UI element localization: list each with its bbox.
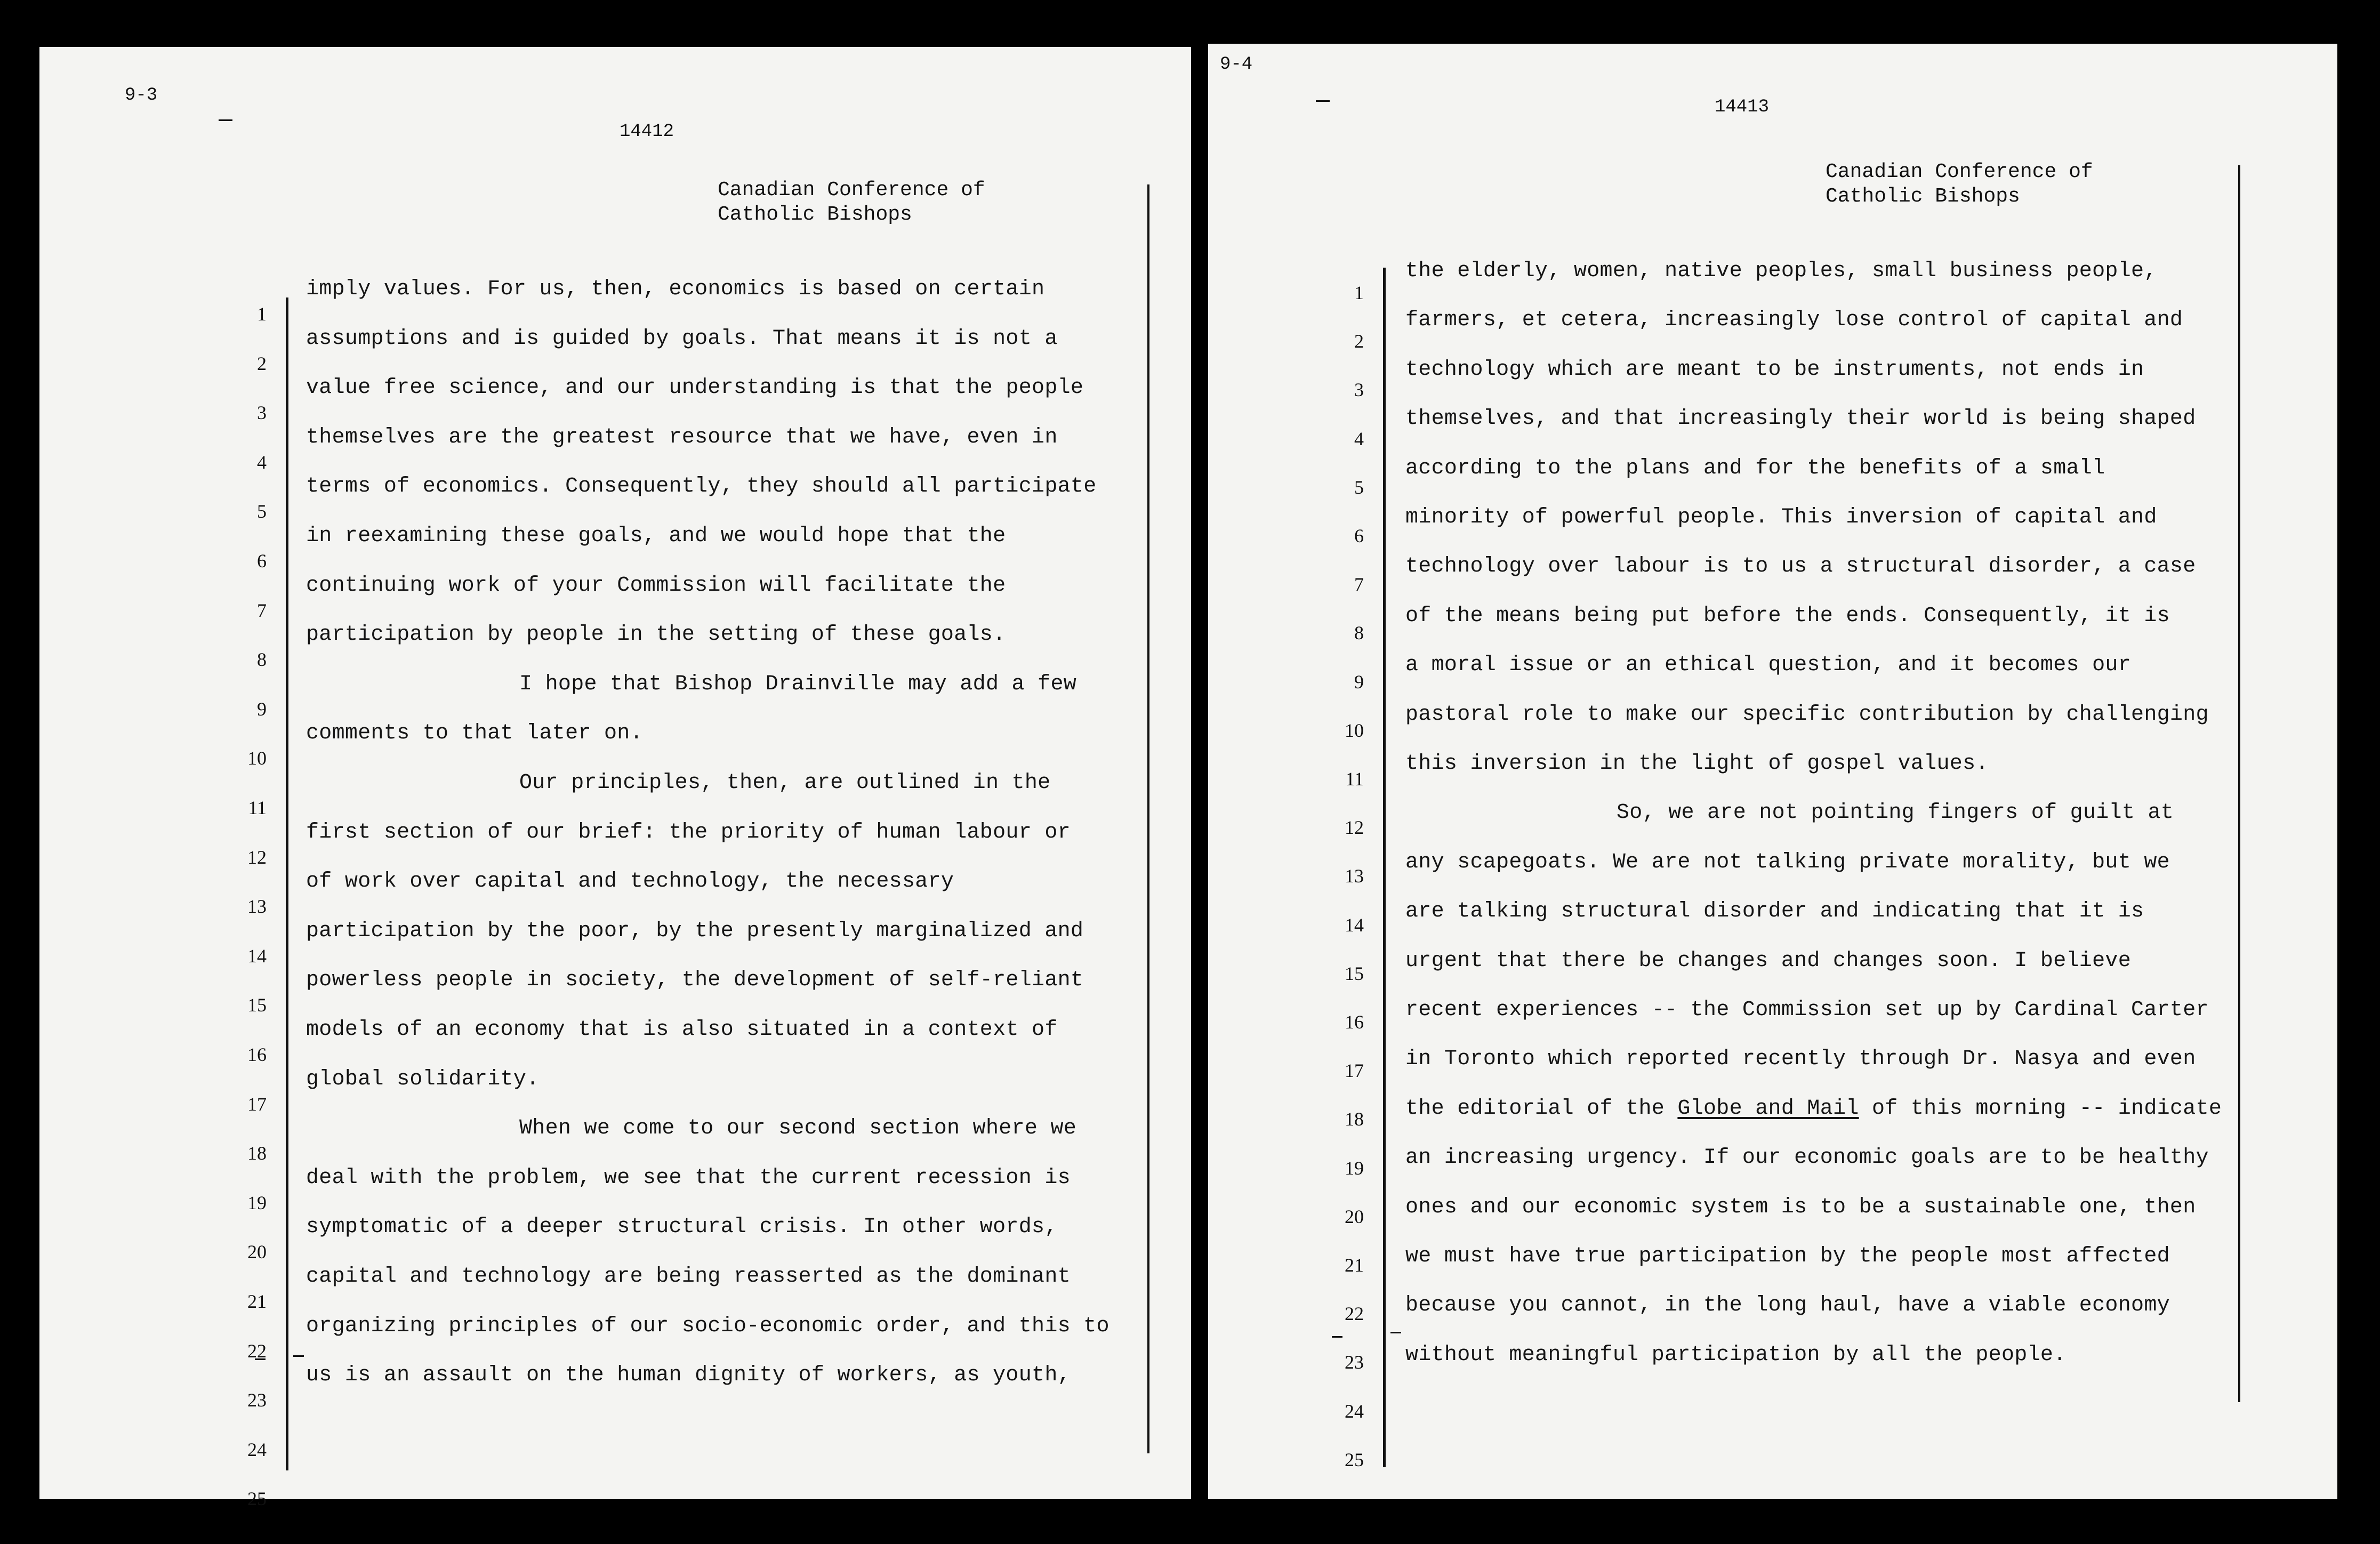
line-number: 22 xyxy=(1345,1303,1364,1325)
line-number: 5 xyxy=(1354,476,1364,498)
line-number: 3 xyxy=(257,402,267,424)
transcript-line: this inversion in the light of gospel values. xyxy=(1405,752,1989,776)
line-number: 19 xyxy=(247,1192,267,1213)
line-number: 4 xyxy=(1354,428,1364,449)
margin-rule-right xyxy=(1147,184,1149,1453)
transcript-line: pastoral role to make our specific contribution by challenging xyxy=(1405,702,2209,727)
line-number: 18 xyxy=(247,1143,267,1164)
transcript-line: themselves are the greatest resource that we have, even in xyxy=(306,425,1058,449)
line-number: 8 xyxy=(1354,622,1364,644)
transcript-line: themselves, and that increasingly their world is being shaped xyxy=(1405,407,2196,431)
line-number: 24 xyxy=(1345,1400,1364,1422)
line-number: 6 xyxy=(257,550,267,572)
transcript-line: farmers, et cetera, increasingly lose control of capital and xyxy=(1405,308,2183,333)
line-number: 17 xyxy=(247,1093,267,1115)
line-number: 23 xyxy=(247,1389,267,1411)
line-number: 15 xyxy=(1345,962,1364,984)
heading-line-1: Canadian Conference of xyxy=(718,179,985,202)
transcript-line: participation by the poor, by the presently marginalized and xyxy=(306,919,1084,943)
line-number: 24 xyxy=(247,1438,267,1460)
line-number: 21 xyxy=(1345,1254,1364,1276)
transcript-line: models of an economy that is also situated in a context of xyxy=(306,1018,1058,1042)
line-number: 12 xyxy=(1345,817,1364,839)
transcript-line: we must have true participation by the people most affected xyxy=(1405,1244,2170,1268)
right-page xyxy=(1208,44,2337,1499)
transcript-line: I hope that Bishop Drainville may add a few xyxy=(519,672,1077,696)
line-number: 23 xyxy=(1345,1352,1364,1373)
transcript-line: without meaningful participation by all the people. xyxy=(1405,1342,2067,1367)
line-number: 16 xyxy=(247,1044,267,1065)
line-number: 2 xyxy=(257,352,267,374)
transcript-line: are talking structural disorder and indicating that it is xyxy=(1405,899,2144,924)
line-number: 1 xyxy=(1354,282,1364,303)
transcript-line: first section of our brief: the priority of human labour or xyxy=(306,820,1071,845)
line-text: of this morning -- indicate xyxy=(1859,1096,2222,1121)
transcript-line xyxy=(1405,1097,2222,1121)
transcript-line: the elderly, women, native peoples, small business people, xyxy=(1405,259,2157,283)
transcript-line: Our principles, then, are outlined in the xyxy=(519,771,1051,795)
transcript-line: assumptions and is guided by goals. That means it is not a xyxy=(306,326,1058,351)
transcript-line: capital and technology are being reasserted as the dominant xyxy=(306,1265,1071,1289)
transcript-line: minority of powerful people. This inversion of capital and xyxy=(1405,505,2157,529)
line-number: 2 xyxy=(1354,331,1364,352)
line-number: 13 xyxy=(1345,865,1364,887)
line-number: 15 xyxy=(247,994,267,1016)
left-page xyxy=(39,47,1191,1510)
line-number: 11 xyxy=(1345,768,1364,790)
line-number: 19 xyxy=(1345,1157,1364,1179)
line-25-mark xyxy=(293,1355,304,1357)
transcript-line: terms of economics. Consequently, they should all participate xyxy=(306,475,1097,499)
transcript-line: organizing principles of our socio-economic order, and this to xyxy=(306,1314,1109,1338)
transcript-line: When we come to our second section where we xyxy=(519,1116,1077,1141)
line-number: 3 xyxy=(1354,379,1364,401)
line-number: 7 xyxy=(257,599,267,621)
transcript-line: technology which are meant to be instruments, not ends in xyxy=(1405,357,2144,382)
transcript-line: any scapegoats. We are not talking private morality, but we xyxy=(1405,850,2170,874)
margin-rule-left xyxy=(286,297,288,1470)
transcript-line: global solidarity. xyxy=(306,1067,540,1091)
line-number: 18 xyxy=(1345,1108,1364,1130)
transcript-line: symptomatic of a deeper structural crisis. In other words, xyxy=(306,1215,1058,1240)
transcript-line: because you cannot, in the long haul, have a viable economy xyxy=(1405,1293,2170,1318)
line-number: 11 xyxy=(248,797,267,818)
transcript-line: comments to that later on. xyxy=(306,721,643,746)
transcript-line: according to the plans and for the benefits of a small xyxy=(1405,456,2105,480)
line-number: 14 xyxy=(1345,914,1364,936)
transcript-line: urgent that there be changes and changes soon. I believe xyxy=(1405,948,2132,973)
heading-line-1: Canadian Conference of xyxy=(1826,160,2093,183)
transcript-line: recent experiences -- the Commission set up by Cardinal Carter xyxy=(1405,998,2209,1022)
line-25-lead xyxy=(1332,1336,1342,1338)
page-number: 14412 xyxy=(620,122,674,142)
margin-rule-left xyxy=(1383,268,1386,1467)
corner-mark xyxy=(1316,100,1330,102)
corner-mark xyxy=(219,119,232,121)
line-number: 9 xyxy=(1354,671,1364,693)
line-number: 14 xyxy=(247,945,267,967)
transcript-line: continuing work of your Commission will facilitate the xyxy=(306,573,1006,598)
line-number: 22 xyxy=(247,1340,267,1362)
line-number: 17 xyxy=(1345,1060,1364,1082)
transcript-line: in Toronto which reported recently through Dr. Nasya and even xyxy=(1405,1047,2196,1072)
transcript-line: of the means being put before the ends. Consequently, it is xyxy=(1405,604,2170,628)
line-number: 10 xyxy=(247,747,267,769)
line-number: 12 xyxy=(247,846,267,868)
line-number: 5 xyxy=(257,501,267,522)
transcript-line: imply values. For us, then, economics is based on certain xyxy=(306,277,1045,301)
transcript-line: powerless people in society, the development of self-reliant xyxy=(306,968,1084,993)
heading-line-2: Catholic Bishops xyxy=(718,203,912,226)
line-number: 7 xyxy=(1354,574,1364,596)
line-number: 20 xyxy=(1345,1205,1364,1227)
transcript-line: ones and our economic system is to be a sustainable one, then xyxy=(1405,1195,2196,1219)
transcript-line: a moral issue or an ethical question, and it becomes our xyxy=(1405,653,2132,678)
transcript-line: So, we are not pointing fingers of guilt at xyxy=(1617,801,2174,825)
transcript-line: technology over labour is to us a structural disorder, a case xyxy=(1405,554,2196,579)
line-number: 10 xyxy=(1345,719,1364,741)
line-number: 25 xyxy=(247,1488,267,1510)
newspaper-title: Globe and Mail xyxy=(1677,1096,1859,1121)
line-number: 1 xyxy=(257,303,267,325)
transcript-line: an increasing urgency. If our economic goals are to be healthy xyxy=(1405,1146,2209,1170)
transcript-line: of work over capital and technology, the necessary xyxy=(306,870,954,894)
transcript-line: participation by people in the setting of these goals. xyxy=(306,623,1006,647)
page-number: 14413 xyxy=(1715,97,1770,117)
line-number: 20 xyxy=(247,1241,267,1263)
line-number: 6 xyxy=(1354,525,1364,546)
line-number: 16 xyxy=(1345,1011,1364,1033)
line-number: 13 xyxy=(247,896,267,918)
margin-rule-right xyxy=(2238,165,2240,1402)
line-number: 9 xyxy=(257,698,267,720)
transcript-line: us is an assault on the human dignity of workers, as youth, xyxy=(306,1363,1071,1388)
transcript-line: in reexamining these goals, and we would hope that the xyxy=(306,524,1006,548)
line-number: 21 xyxy=(247,1291,267,1312)
line-number: 8 xyxy=(257,649,267,671)
line-number: 25 xyxy=(1345,1449,1364,1470)
line-text: the editorial of the xyxy=(1405,1096,1678,1121)
heading-line-2: Catholic Bishops xyxy=(1826,185,2020,208)
line-number: 4 xyxy=(257,451,267,473)
page-id: 9-4 xyxy=(1220,54,1253,75)
line-25-mark xyxy=(1390,1332,1401,1333)
transcript-line: deal with the problem, we see that the current recession is xyxy=(306,1165,1071,1190)
page-id: 9-3 xyxy=(125,85,158,106)
transcript-line: value free science, and our understanding is that the people xyxy=(306,376,1084,400)
